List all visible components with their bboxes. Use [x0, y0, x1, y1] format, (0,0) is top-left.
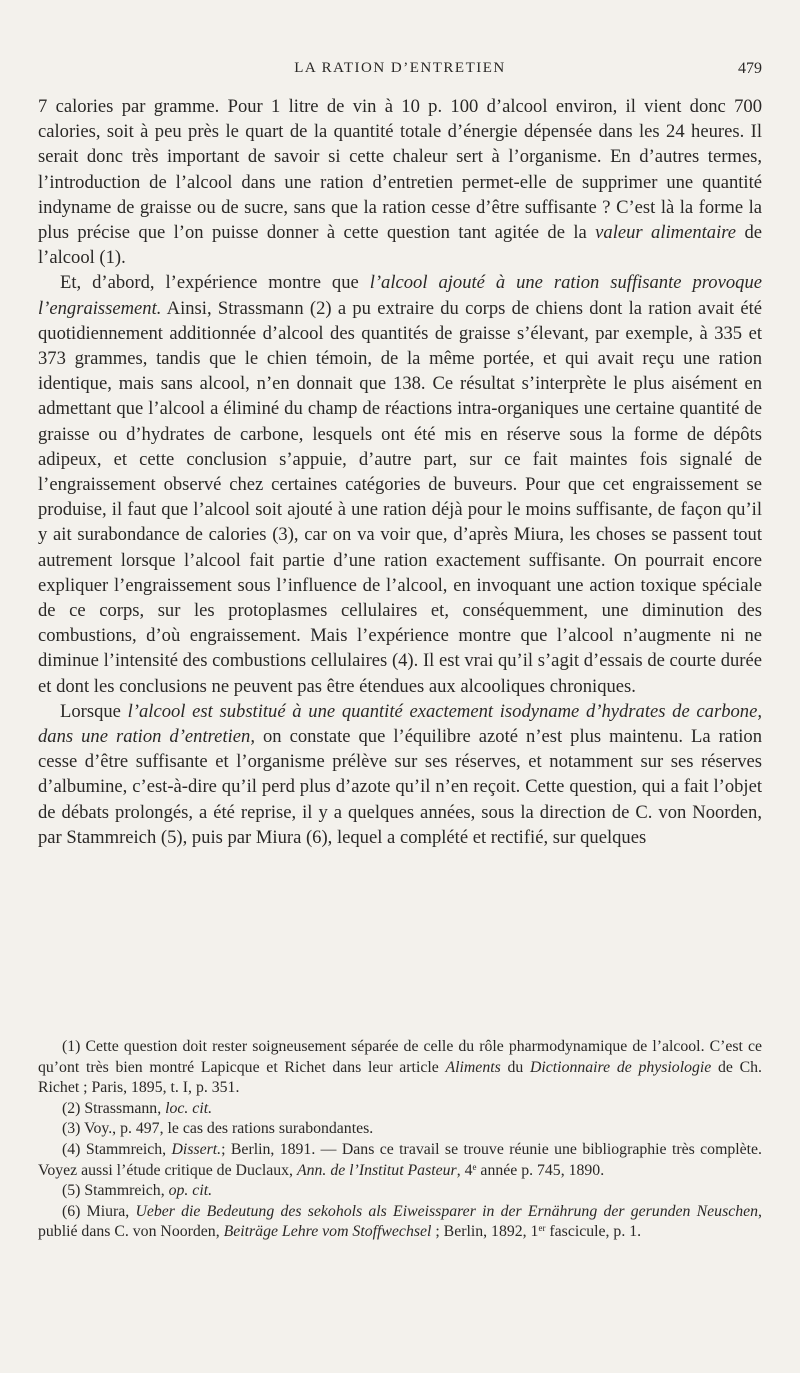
footnote-5: (5) Stammreich, op. cit. — [62, 1182, 213, 1200]
emphasis: valeur alimentaire — [595, 222, 737, 244]
paragraph-2: Et, d’abord, l’expérience montre que l’alcool ajouté à une ration suffisante provoque l’engraissement. Ainsi, Strassmann (2) a pu extraire du corps de chiens dont la ration avait été quotidiennement additionnée d’alcool des quantités de graisse s’élevant, par exemple, à 335 et 373 grammes, tandis que le chien témoin, de la même portée, et qui avait reçu une ration identique, mais sans alcool, n’en donnait que 138. Ce résultat s’interprète le plus aisément en admettant que l’alcool a éliminé du champ de réactions intra-organiques une certaine quantité de graisse ou d’hydrates de carbone, lesquels ont été mis en réserve sous la forme de dépôts adipeux, et cette conclusion s’appuie, d’autre part, sur ce fait maintes fois signalé de l’engraissement observé chez certaines catégories de buveurs. Pour que cet engraissement se produise, il faut que l’alcool soit ajouté à une ration déjà pour le moins suffisante, de façon qu’il y ait surabondance de calories (3), car on va voir que, d’après Miura, les choses se passent tout autrement lorsque l’alcool fait partie d’une ration exactement suffisante. On pourrait encore expliquer l’engraissement sous l’influence de l’alcool, en invoquant une action toxique spéciale de ce corps, sur les protoplasmes cellulaires et, conséquemment, une diminution des combustions, d’où engraissement. Mais l’expérience montre que l’alcool n’augmente ni ne diminue l’intensité des combustions cellulaires (4). Il est vrai qu’il s’agit d’essais de courte durée et dont les conclusions ne peuvent pas être étendues aux alcooliques chroniques. — [38, 272, 762, 697]
emphasis: l’alcool ajouté à une ration suffisante provoque l’engraissement. — [38, 272, 762, 319]
footnote-2: (2) Strassmann, loc. cit. — [62, 1099, 213, 1117]
page-number: 479 — [738, 60, 762, 77]
footnote-3: (3) Voy., p. 497, le cas des rations surabondantes. — [62, 1120, 374, 1138]
footnote-1: (1) Cette question doit rester soigneusement séparée de celle du rôle pharmodynamique de l’alcool. C’est ce qu’ont très bien montré Lapicque et Richet dans leur article Aliments du Dictionnaire de physiologie de Ch. Richet ; Paris, 1895, t. I, p. 351. — [38, 1038, 762, 1097]
footnote-4: (4) Stammreich, Dissert.; Berlin, 1891. — Dans ce travail se trouve réunie une bibliographie très complète. Voyez aussi l’étude critique de Duclaux, Ann. de l’Institut Pasteur, 4e année p. 745, 1890. — [38, 1140, 763, 1179]
paragraph-3: Lorsque l’alcool est substitué à une quantité exactement isodyname d’hydrates de carbone, dans une ration d’entretien, on constate que l’équilibre azoté n’est plus maintenu. La ration cesse d’être suffisante et l’organisme prélève sur ses réserves, et notamment sur ses réserves d’albumine, c’est-à-dire qu’il perd plus d’azote qu’il n’en reçoit. Cette question, qui a fait l’objet de débats prolongés, a été reprise, il y a quelques années, sous la direction de C. von Noorden, par Stammreich (5), puis par Miura (6), lequel a complété et rectifié, sur quelques — [38, 700, 762, 848]
paragraph-1: 7 calories par gramme. Pour 1 litre de vin à 10 p. 100 d’alcool environ, il vient donc 700 calories, soit à peu près le quart de la quantité totale d’énergie dépensée dans les 24 heures. Il serait donc très important de savoir si cette chaleur sert à l’organisme. En d’autres termes, l’introduction de l’alcool dans une ration d’entretien permet-elle de supprimer une quantité indyname de graisse ou de sucre, sans que la ration cesse d’être suffisante ? C’est là la forme la plus précise que l’on puisse donner à cette question tant agitée de la valeur alimentaire de l’alcool (1). — [38, 96, 762, 269]
footnotes — [38, 1037, 762, 1243]
emphasis: l’alcool est substitué à une quantité exactement isodyname d’hydrates de carbone, dans une ration d’entretien, — [38, 700, 762, 748]
footnote-6: (6) Miura, Ueber die Bedeutung des sekohols als Eiweissparer in der Ernährung der gerunden Neuschen, publié dans C. von Noorden, Beiträge Lehre vom Stoffwechsel ; Berlin, 1892, 1er fascicule, p. 1. — [38, 1202, 762, 1241]
running-header — [38, 58, 762, 82]
main-text — [38, 94, 762, 850]
running-title: LA RATION D’ENTRETIEN — [294, 60, 506, 76]
